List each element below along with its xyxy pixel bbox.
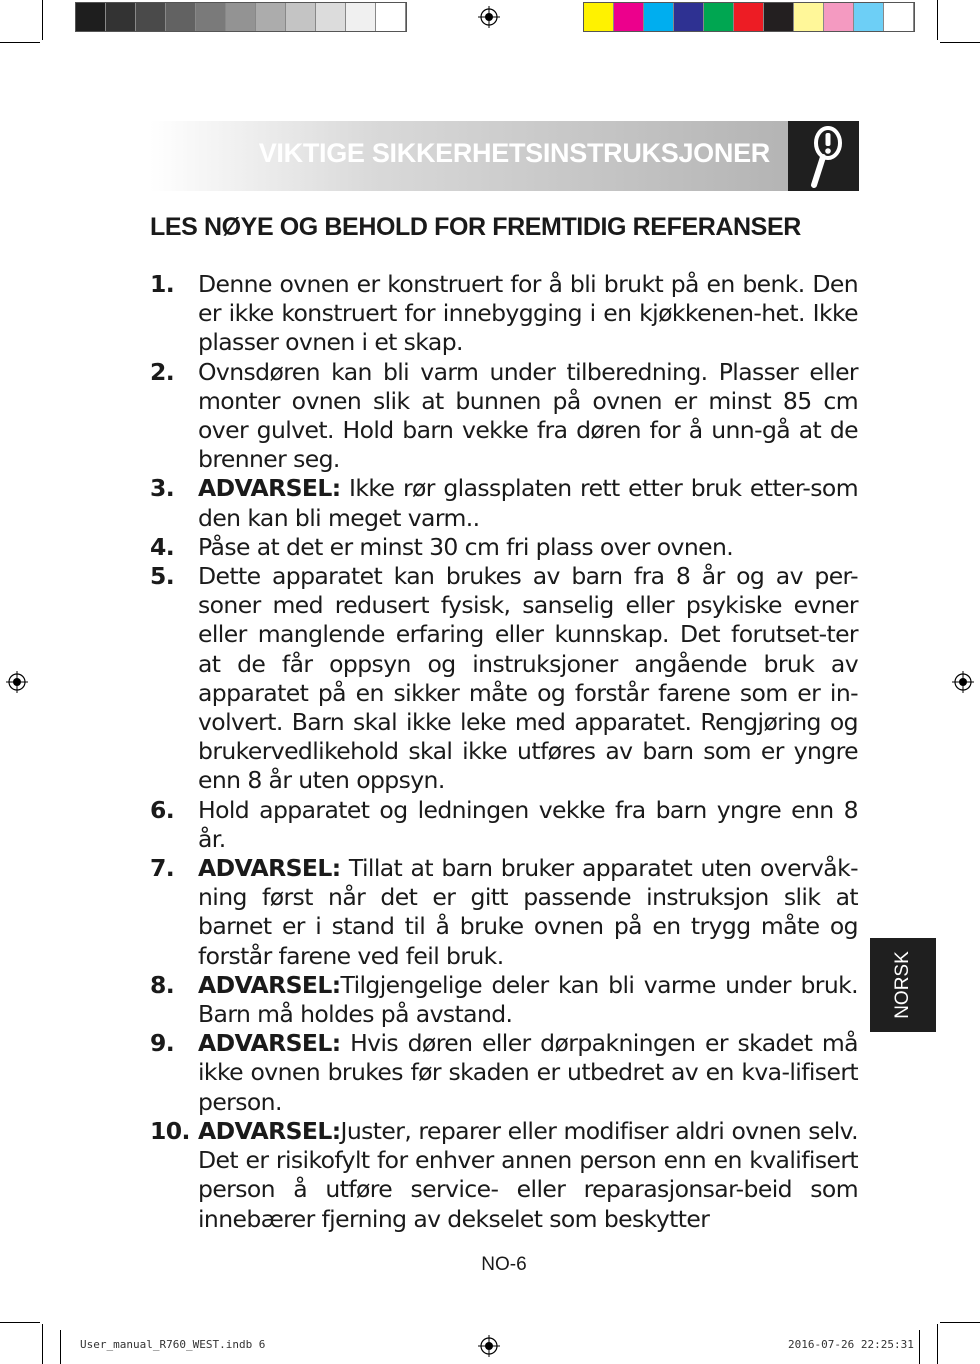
registration-mark-icon [952,671,974,693]
color-swatch [76,3,106,31]
crop-mark [0,1322,40,1323]
footer-file: User_manual_R760_WEST.indb 6 [80,1338,266,1351]
crop-mark [940,1322,980,1323]
item-number: 2. [150,357,175,386]
color-swatch [764,3,794,31]
color-swatch [704,3,734,31]
list-item [150,1029,858,1117]
item-text: Denne ovnen er konstruert for å bli brukt på en benk. Den er ikke konstruert for innebygging i en kjøkkenen-het. Ikke plasser ovnen i et skap. [198,270,858,357]
language-tab [870,938,936,1032]
color-swatch [584,3,614,31]
item-text: Påse at det er minst 30 cm fri plass over ovnen. [198,532,734,561]
color-swatch [106,3,136,31]
crop-mark [42,1324,43,1364]
item-number: 4. [150,532,175,561]
language-tab-label: NORSK [892,951,913,1019]
registration-mark-icon [478,1335,500,1357]
item-number: 10. [150,1116,190,1145]
crop-mark [937,0,938,40]
color-swatch [644,3,674,31]
item-number: 8. [150,970,175,999]
warning-label: ADVARSEL: [198,1029,341,1058]
item-number: 5. [150,562,175,591]
item-text: Dette apparatet kan brukes av barn fra 8 år og av per-soner med redusert fysisk, sanselig eller psykiske evner eller manglende erfaring eller kunnskap. Det forutset-ter at de får oppsyn og instruksjoner angående bruk av apparatet på en sikker måte og forstår farene som er in-volvert. Barn skal ikke leke med apparatet. Rengjøring og brukervedlikehold skal ikke utføres av barn som er yngre enn 8 år uten oppsyn. [198,562,858,795]
color-swatch [614,3,644,31]
color-swatch [346,3,376,31]
crop-mark [0,42,40,43]
item-text: Ovnsdøren kan bli varm under tilberedning. Plasser eller monter ovnen slik at bunnen på ovnen er minst 85 cm over gulvet. Hold barn vekke fra døren for å unn-gå at de brenner seg. [198,357,858,474]
instruction-list [150,270,858,1234]
color-swatch [166,3,196,31]
color-swatch [196,3,226,31]
list-item [150,533,858,562]
crop-mark [919,1330,920,1364]
gray-calibration-strip [75,2,407,32]
item-text: Tilgjengelige deler kan bli varme under bruk. Barn må holdes på avstand. [198,970,858,1029]
color-swatch [376,3,406,31]
footer-timestamp: 2016-07-26 22:25:31 [788,1338,914,1351]
color-swatch [256,3,286,31]
list-item [150,358,858,475]
crop-mark [60,1330,61,1364]
warning-label: ADVARSEL: [198,854,341,883]
color-swatch [136,3,166,31]
subtitle: LES NØYE OG BEHOLD FOR FREMTIDIG REFERANSER [150,213,801,241]
warning-label: ADVARSEL: [198,970,341,999]
color-swatch [884,3,914,31]
color-swatch [854,3,884,31]
item-text: Juster, reparer eller modifiser aldri ovnen selv. Det er risikofylt for enhver annen person enn en kvalifisert person å utføre service- eller reparasjonsar-beid som innebærer fjerning av dekselet som beskytter [198,1116,858,1233]
registration-mark-icon [6,671,28,693]
color-calibration-strip [583,2,915,32]
page-number: NO-6 [481,1254,527,1275]
list-item [150,971,858,1029]
color-swatch [226,3,256,31]
section-title: VIKTIGE SIKKERHETSINSTRUKSJONER [258,138,770,168]
list-item [150,562,858,796]
item-text: Tillat at barn bruker apparatet uten overvåk-ning først når det er gitt passende instruksjon slik at barnet er i stand til å bruke ovnen på en trygg måte og forstår farene ved feil bruk. [198,854,858,970]
list-item [150,796,858,854]
color-swatch [316,3,346,31]
crop-mark [937,1324,938,1364]
list-item [150,474,858,532]
color-swatch [794,3,824,31]
item-text: Ikke rør glassplaten rett etter bruk etter-som den kan bli meget varm.. [198,474,858,532]
warning-exclamation-magnifier-icon [788,121,859,191]
item-number: 7. [150,854,175,883]
list-item [150,1117,858,1234]
section-header [150,121,788,191]
color-swatch [824,3,854,31]
item-number: 9. [150,1029,175,1058]
item-number: 6. [150,795,175,824]
list-item [150,270,858,358]
warning-label: ADVARSEL: [198,1116,341,1145]
item-text: Hvis døren eller dørpakningen er skadet må ikke ovnen brukes før skaden er utbedret av en kva-lifisert person. [198,1029,858,1116]
crop-mark [940,42,980,43]
color-swatch [286,3,316,31]
list-item [150,854,858,971]
color-swatch [674,3,704,31]
item-number: 1. [150,270,175,298]
item-number: 3. [150,474,175,503]
color-swatch [734,3,764,31]
item-text: Hold apparatet og ledningen vekke fra barn yngre enn 8 år. [198,795,858,853]
warning-label: ADVARSEL: [198,474,341,503]
registration-mark-icon [478,6,500,28]
crop-mark [42,0,43,40]
